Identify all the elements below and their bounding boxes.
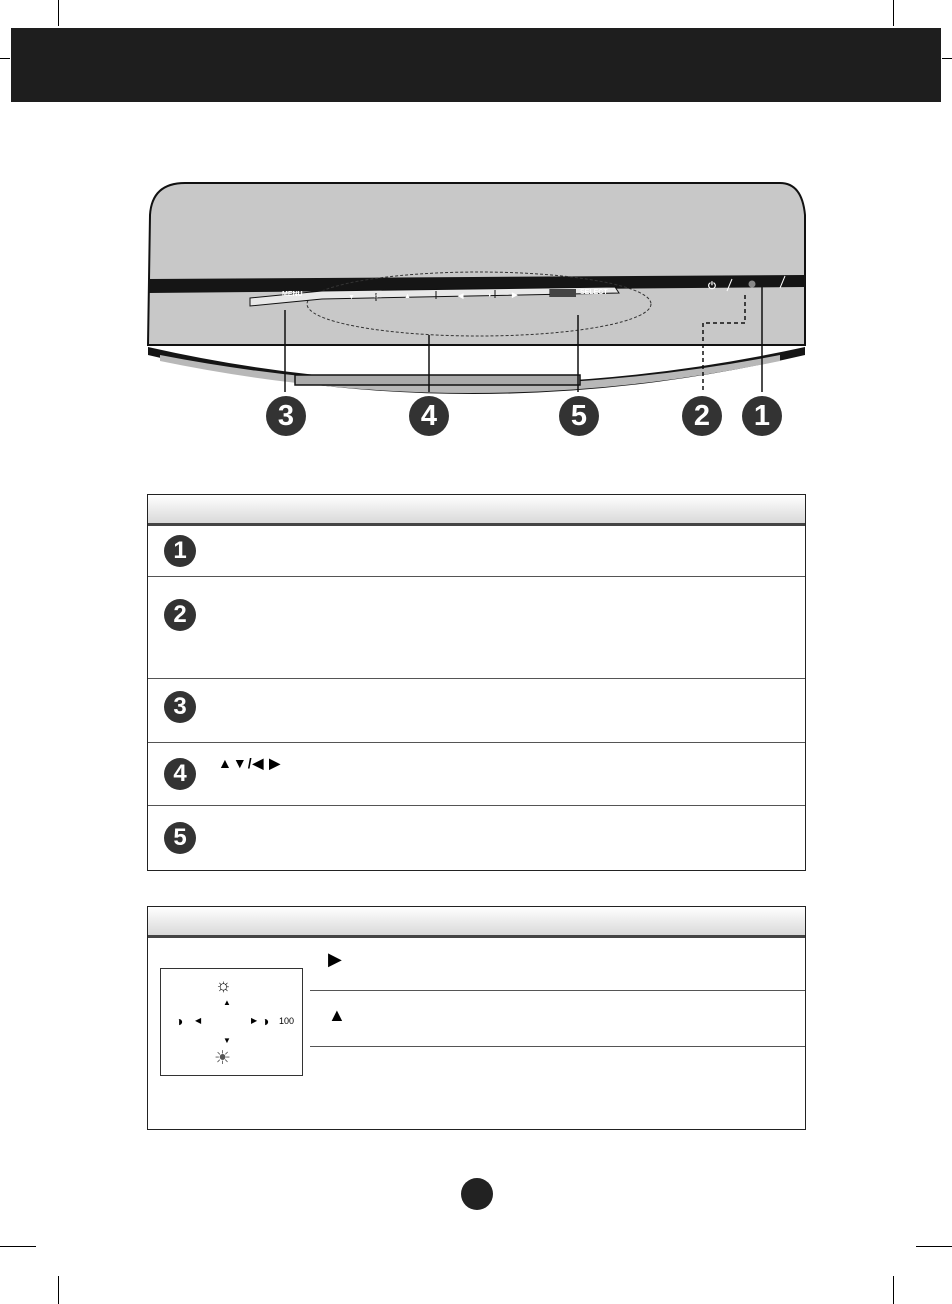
select-button-label: SELECT — [580, 289, 608, 296]
contrast-value: 100 — [279, 1016, 295, 1026]
osd-table-header — [148, 907, 805, 938]
table-row — [310, 991, 805, 1047]
header-bar — [11, 28, 941, 102]
controls-table-header — [148, 495, 805, 526]
callout-1: 1 — [742, 396, 782, 436]
up-arrow-icon: ▲ — [223, 998, 231, 1007]
menu-button-label: MENU — [282, 291, 303, 298]
table-row — [310, 937, 805, 991]
brightness-mark: ☼ — [373, 293, 380, 300]
crop-mark — [58, 0, 59, 26]
crop-mark — [893, 0, 894, 26]
contrast-high-icon: ◑ — [261, 1013, 270, 1029]
power-icon: ⏻ — [708, 281, 716, 292]
contrast-low-icon: ◑ — [175, 1013, 184, 1029]
callout-4: 4 — [409, 396, 449, 436]
controls-table — [147, 494, 806, 871]
left-arrow-icon: ◀ — [195, 1016, 202, 1025]
callout-3: 3 — [266, 396, 306, 436]
crop-mark — [0, 1246, 36, 1247]
crop-mark — [916, 1246, 952, 1247]
up-arrow-icon: ▲ — [328, 1005, 346, 1025]
row-number: 3 — [164, 691, 196, 723]
callout-5: 5 — [559, 396, 599, 436]
callout-2: 2 — [682, 396, 722, 436]
brightness-high-icon: ☼ — [215, 975, 232, 995]
table-row — [148, 679, 805, 743]
power-indicator-led — [749, 281, 756, 288]
down-arrow-mark: ▼ — [348, 294, 355, 301]
row-number: 5 — [164, 822, 196, 854]
table-row — [148, 806, 805, 870]
crop-mark — [942, 58, 952, 59]
crop-mark — [0, 58, 10, 59]
row-number: 2 — [164, 599, 196, 631]
right-arrow-icon: ▶ — [251, 1016, 258, 1025]
row-number: 4 — [164, 758, 196, 790]
down-arrow-icon: ▼ — [223, 1036, 231, 1045]
right-arrow-mark: ▶ — [512, 292, 518, 299]
row-number: 1 — [164, 535, 196, 567]
page-number-badge — [461, 1178, 493, 1210]
table-row — [148, 743, 805, 806]
left-arrow-mark: ◀ — [458, 293, 464, 300]
up-arrow-mark: ▲ — [404, 293, 411, 300]
table-row — [148, 577, 805, 679]
navigation-arrows-label: ▲▼/◀ ▶ — [218, 755, 282, 771]
right-arrow-icon: ▶ — [328, 949, 342, 969]
table-row — [148, 525, 805, 577]
crop-mark — [893, 1276, 894, 1304]
contrast-mark: ◑ — [487, 292, 492, 299]
osd-adjust-panel — [160, 968, 303, 1076]
osd-table — [147, 906, 806, 1130]
brightness-low-icon: ☀ — [214, 1048, 232, 1069]
crop-mark — [58, 1276, 59, 1304]
